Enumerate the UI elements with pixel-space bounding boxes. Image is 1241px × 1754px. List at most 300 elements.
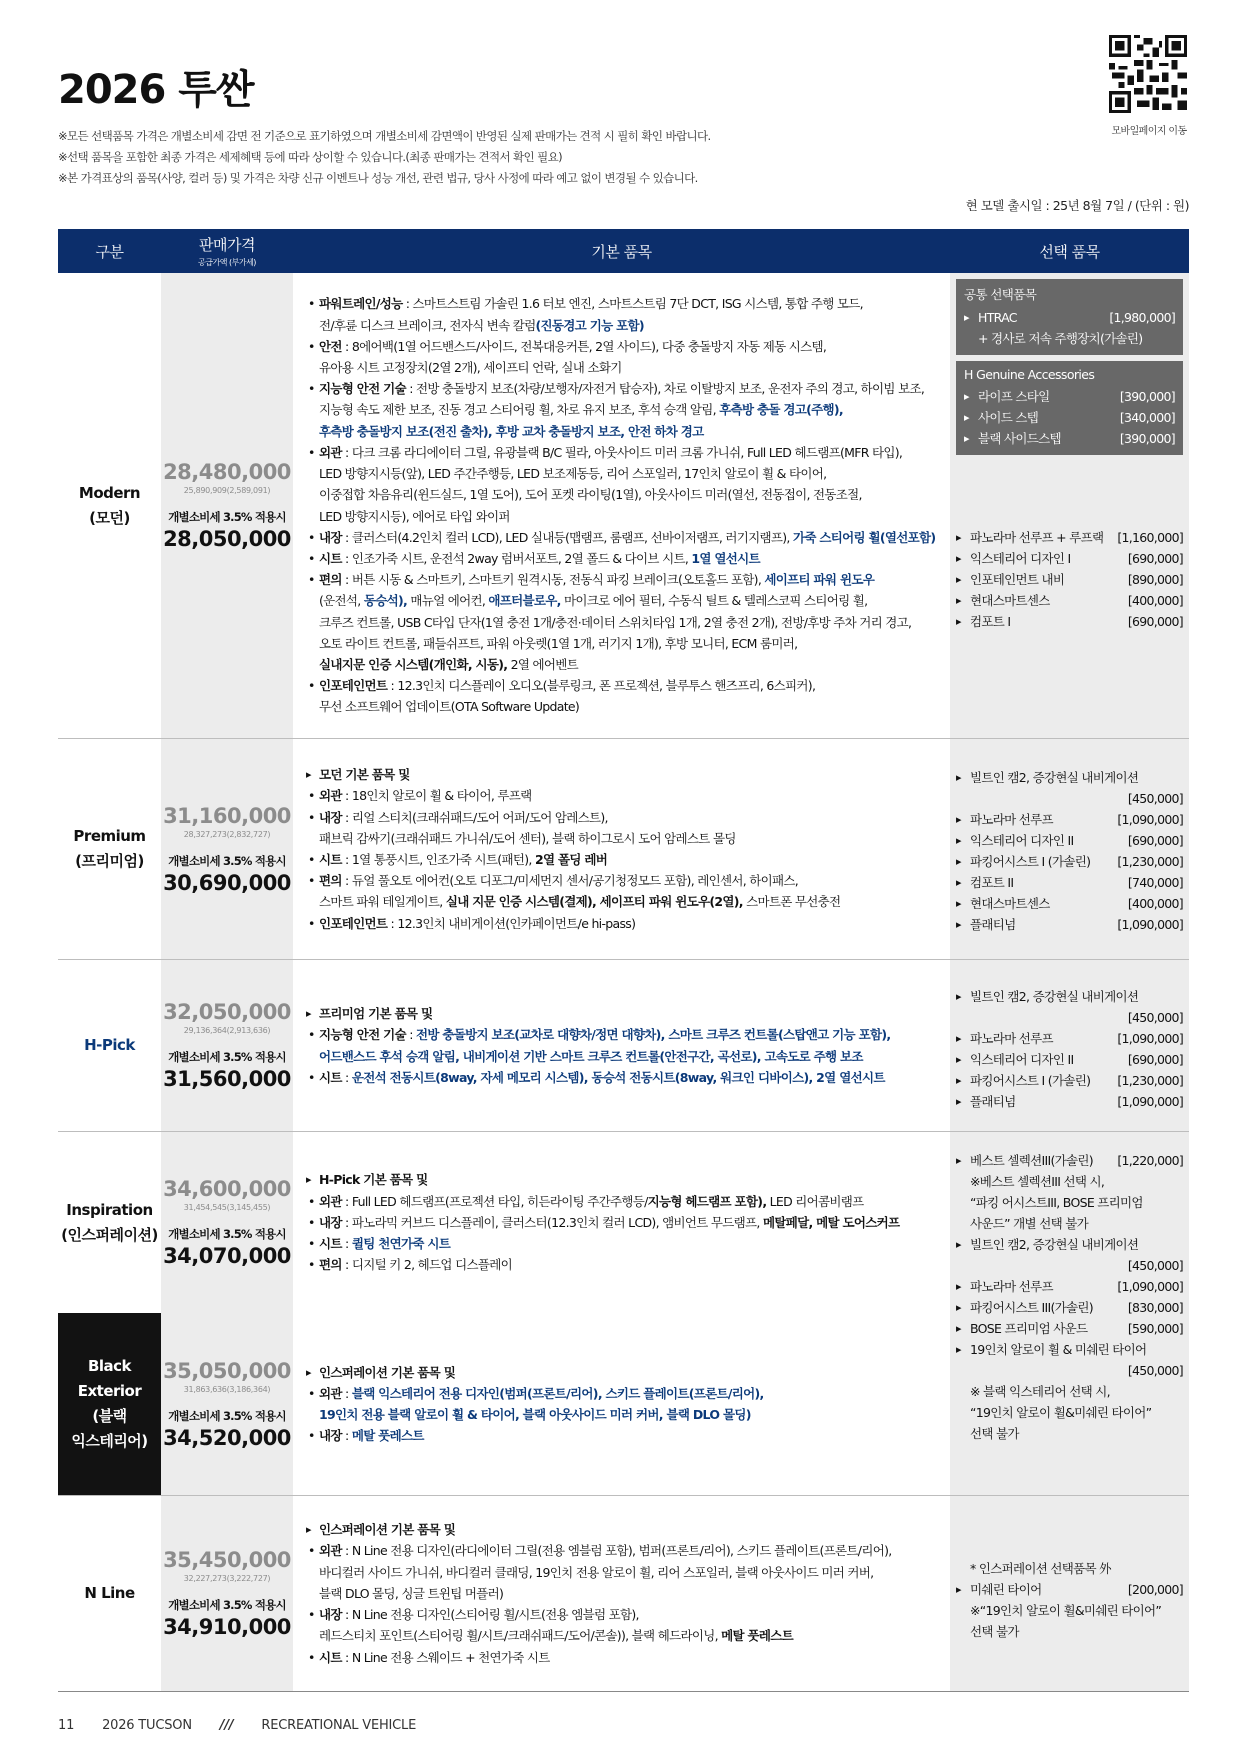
option-item bbox=[956, 548, 1183, 569]
item-highlight: 동승석), bbox=[363, 593, 408, 609]
item-text: : 1열 통풍시트, 인조가죽 시트(패턴), bbox=[341, 852, 535, 867]
footer-separator: /// bbox=[219, 1718, 234, 1733]
item-text: LED 리어콤비램프 bbox=[766, 1193, 864, 1209]
final-price: 34,070,000 bbox=[163, 1244, 291, 1268]
notice-item: ※선택 품목을 포함한 최종 가격은 세제혜택 등에 따라 상이할 수 있습니다.(최종 판매가는 견적서 확인 필요) bbox=[58, 150, 563, 164]
item-heading: 지능형 안전 기술 bbox=[319, 1027, 406, 1043]
basic-item bbox=[305, 1212, 938, 1233]
supply-price: 31,863,636(3,186,364) bbox=[183, 1384, 271, 1394]
footer-category: RECREATIONAL VEHICLE bbox=[261, 1718, 417, 1733]
option-item bbox=[956, 851, 1183, 872]
supply-price: 32,227,273(3,222,727) bbox=[183, 1574, 271, 1583]
option-name: ※“19인치 알로이 휠&미쉐린 타이어” bbox=[970, 1603, 1162, 1618]
basic-item bbox=[305, 696, 938, 717]
option-name: “파킹 어시스트III, BOSE 프리미엄 bbox=[970, 1195, 1143, 1210]
option-name: * 인스퍼레이션 선택품목 外 bbox=[970, 1561, 1111, 1576]
price-cell bbox=[161, 960, 293, 1131]
basic-item bbox=[305, 807, 938, 828]
option-item bbox=[956, 1007, 1183, 1028]
option-name: 사운드” 개별 선택 불가 bbox=[970, 1216, 1088, 1231]
option-item bbox=[964, 328, 1175, 349]
basic-item bbox=[305, 849, 938, 870]
basic-item bbox=[305, 1233, 938, 1254]
option-item bbox=[956, 986, 1183, 1007]
option-price: [1,090,000] bbox=[1117, 917, 1183, 932]
basic-item bbox=[305, 1604, 938, 1625]
item-bold: 인스퍼레이션 기본 품목 및 bbox=[319, 1364, 456, 1380]
basic-item bbox=[305, 1425, 938, 1446]
option-list bbox=[956, 986, 1183, 1112]
option-name: ▸ 익스테리어 디자인 I bbox=[970, 551, 1071, 566]
item-text: 무선 소프트웨어 업데이트(OTA Software Update) bbox=[319, 699, 580, 715]
basic-item-list bbox=[305, 1169, 938, 1275]
option-price: [1,090,000] bbox=[1117, 1279, 1183, 1294]
basic-items bbox=[293, 1132, 950, 1313]
option-name: ▸ 익스테리어 디자인 II bbox=[970, 1052, 1074, 1067]
common-options-title: 공통 선택품목 bbox=[964, 287, 1037, 302]
item-bold: 2열 폴딩 레버 bbox=[534, 852, 608, 867]
basic-item bbox=[305, 357, 938, 378]
option-price: [830,000] bbox=[1127, 1300, 1183, 1315]
basic-items bbox=[293, 960, 950, 1131]
item-text: 크루즈 컨트롤, USB C타입 단자(1열 충전 1개/충전·데이터 스위치타입 1개, 2열 충전 2개), 전방/후방 주차 거리 경고, bbox=[319, 614, 912, 630]
option-item bbox=[956, 830, 1183, 851]
item-bold: 실내 지문 인증 시스템(결제), 세이프티 파워 윈도우(2열), bbox=[445, 894, 743, 910]
basic-item-list bbox=[305, 293, 938, 717]
option-price: [690,000] bbox=[1127, 1052, 1183, 1067]
option-item bbox=[956, 872, 1183, 893]
item-text: LED 방향지시등(앞), LED 주간주행등, LED 보조제동등, 리어 스포일러, 17인치 알로이 휠 & 타이어, bbox=[319, 466, 827, 482]
supply-price: 29,136,364(2,913,636) bbox=[183, 1026, 271, 1035]
option-price: [1,090,000] bbox=[1117, 812, 1183, 827]
option-price: [1,220,000] bbox=[1117, 1153, 1183, 1168]
option-name: ▸ 파노라마 선루프 + 루프랙 bbox=[970, 530, 1104, 545]
header-price bbox=[161, 229, 293, 273]
option-name: ▸ 파노라마 선루프 bbox=[970, 1031, 1053, 1046]
item-highlight: 전방 충돌방지 보조(교차로 대향차/정면 대향차), 스마트 크루즈 컨트롤(스탑앤고 기능 포함), bbox=[416, 1027, 891, 1043]
item-heading: 외관 bbox=[319, 1193, 342, 1209]
price-cell bbox=[161, 1496, 293, 1691]
common-option-list bbox=[964, 307, 1175, 349]
item-heading: 내장 bbox=[319, 1607, 342, 1623]
item-text: 2열 에어벤트 bbox=[507, 656, 579, 672]
option-name: ▸ 빌트인 캠2, 증강현실 내비게이션 bbox=[970, 1237, 1139, 1252]
basic-items bbox=[293, 273, 950, 738]
trim-name: N Line bbox=[84, 1584, 135, 1602]
basic-item bbox=[305, 1003, 938, 1024]
item-heading: 시트 bbox=[319, 550, 342, 566]
option-name: ▸ 현대스마트센스 bbox=[970, 896, 1050, 911]
basic-item bbox=[305, 1647, 938, 1668]
option-item bbox=[956, 1028, 1183, 1049]
basic-item bbox=[305, 336, 938, 357]
option-item bbox=[964, 386, 1175, 407]
option-name: ▸ HTRAC bbox=[978, 310, 1017, 325]
basic-item-list bbox=[305, 1519, 938, 1667]
item-highlight: 후측방 충돌방지 보조(전진 출차), 후방 교차 충돌방지 보조, 안전 하차 경고 bbox=[319, 423, 704, 439]
option-name: ▸ 파킹어시스트 I (가솔린) bbox=[970, 854, 1091, 869]
item-bold: 메탈 풋레스트 bbox=[721, 1628, 794, 1644]
item-highlight: 어드밴스드 후석 승객 알림, 내비게이션 기반 스마트 크루즈 컨트롤(안전구간, 곡선로), 고속도로 주행 보조 bbox=[319, 1048, 863, 1064]
page-number: 11 bbox=[58, 1718, 75, 1733]
item-text: : 파노라믹 커브드 디스플레이, 클러스터(12.3인치 컬러 LCD), 앰비언트 무드램프, bbox=[341, 1214, 763, 1230]
basic-item-list bbox=[305, 1362, 938, 1447]
item-text: : 듀얼 풀오토 에어컨(오토 디포그/미세먼지 센서/공기청정모드 포함), 레인센서, 하이패스, bbox=[341, 873, 799, 889]
option-item bbox=[956, 1276, 1183, 1297]
item-heading: 외관 bbox=[319, 1385, 342, 1401]
basic-item bbox=[305, 1383, 938, 1404]
option-item bbox=[956, 767, 1183, 788]
basic-item bbox=[305, 293, 938, 314]
final-price: 30,690,000 bbox=[163, 870, 291, 895]
option-item bbox=[956, 1234, 1183, 1255]
item-heading: 안전 bbox=[319, 338, 342, 354]
option-name: 선택 불가 bbox=[970, 1624, 1019, 1639]
item-text: 마이크로 에어 필터, 수동식 틸트 & 텔레스코픽 스티어링 휠, bbox=[560, 593, 868, 609]
item-bold: 지능형 헤드램프 포함), bbox=[647, 1193, 767, 1209]
price-cell bbox=[161, 1313, 293, 1495]
item-highlight: 19인치 전용 블랙 알로이 휠 & 타이어, 블랙 아웃사이드 미러 커버, 블랙 DLO 몰딩) bbox=[319, 1407, 751, 1422]
option-price: [590,000] bbox=[1127, 1321, 1183, 1336]
item-highlight: 1열 열선시트 bbox=[691, 550, 760, 566]
basic-item bbox=[305, 1362, 938, 1383]
item-text: 레드스티치 포인트(스티어링 휠/시트/크래쉬패드/도어/콘솔)), 블랙 헤드라이닝, bbox=[319, 1628, 722, 1644]
option-item bbox=[956, 809, 1183, 830]
basic-item bbox=[305, 1625, 938, 1646]
option-price: [1,090,000] bbox=[1117, 1094, 1183, 1109]
option-name: ▸ 라이프 스타일 bbox=[978, 389, 1050, 404]
item-heading: 인포테인먼트 bbox=[319, 678, 388, 694]
item-heading: 외관 bbox=[319, 788, 342, 804]
item-highlight: 애프터블로우, bbox=[488, 593, 561, 609]
item-text: 유아용 시트 고정장치(2열 2개), 세이프티 언락, 실내 소화기 bbox=[319, 360, 622, 376]
item-heading: 시트 bbox=[319, 1236, 342, 1252]
item-highlight: (진동경고 기능 포함) bbox=[535, 317, 644, 333]
basic-item bbox=[305, 506, 938, 527]
basic-item bbox=[305, 548, 938, 569]
item-text: 이중접합 차음유리(윈드실드, 1열 도어), 도어 포켓 라이팅(1열), 아웃사이드 미러(열선, 전동접이, 전동조절, bbox=[319, 487, 862, 503]
basic-item bbox=[305, 1562, 938, 1583]
header-basic: 기본 품목 bbox=[591, 242, 652, 261]
tax-label: 개별소비세 3.5% 적용시 bbox=[168, 510, 286, 524]
item-text: : 다크 크롬 라디에이터 그릴, 유광블랙 B/C 필라, 아웃사이드 미러 크롬 가니쉬, Full LED 헤드램프(MFR 타입), bbox=[341, 444, 903, 460]
option-item bbox=[956, 1171, 1183, 1192]
basic-item bbox=[305, 1519, 938, 1540]
option-price: [690,000] bbox=[1127, 833, 1183, 848]
option-name: ▸ 파노라마 선루프 bbox=[970, 812, 1053, 827]
basic-items bbox=[293, 1313, 950, 1495]
basic-item bbox=[305, 675, 938, 696]
trim-row-black-exterior bbox=[58, 1313, 1189, 1496]
item-text: : N Line 전용 스웨이드 + 천연가죽 시트 bbox=[341, 1649, 550, 1665]
option-name: “19인치 알로이 휠&미쉐린 타이어” bbox=[970, 1405, 1152, 1420]
item-highlight: 후측방 충돌 경고(주행), bbox=[719, 402, 843, 418]
basic-items bbox=[293, 1496, 950, 1691]
option-price: [400,000] bbox=[1127, 593, 1183, 608]
option-list bbox=[956, 1558, 1183, 1642]
option-price: [450,000] bbox=[1127, 1010, 1183, 1025]
trim-name: Black Exterior (블랙 익스테리어) bbox=[58, 1313, 161, 1495]
option-item bbox=[964, 428, 1175, 449]
price-cell bbox=[161, 273, 293, 738]
basic-item bbox=[305, 1540, 938, 1561]
trim-name: Premium (프리미엄) bbox=[73, 827, 146, 870]
price-cell bbox=[161, 1132, 293, 1313]
item-highlight: 세이프티 파워 윈도우 bbox=[764, 572, 875, 588]
notice-list bbox=[58, 126, 711, 189]
option-item bbox=[956, 1150, 1183, 1171]
basic-item bbox=[305, 527, 938, 548]
item-heading: 파워트레인/성능 bbox=[319, 296, 403, 312]
final-price: 31,560,000 bbox=[163, 1067, 291, 1091]
option-name: ▸ 빌트인 캠2, 증강현실 내비게이션 bbox=[970, 770, 1139, 785]
option-name: ▸ 익스테리어 디자인 II bbox=[970, 833, 1074, 848]
qr-code-icon[interactable] bbox=[1109, 34, 1187, 114]
option-price: [450,000] bbox=[1127, 791, 1183, 806]
trim-row-premium bbox=[58, 739, 1189, 960]
item-bold: 인스퍼레이션 기본 품목 및 bbox=[319, 1522, 456, 1538]
option-item bbox=[956, 590, 1183, 611]
option-item bbox=[956, 1213, 1183, 1234]
trim-name: Inspiration (인스퍼레이션) bbox=[61, 1200, 158, 1244]
list-price: 35,450,000 bbox=[163, 1548, 291, 1572]
basic-item bbox=[305, 315, 938, 336]
option-item bbox=[964, 407, 1175, 428]
supply-price: 31,454,545(3,145,455) bbox=[183, 1203, 271, 1212]
item-text: : 인조가죽 시트, 운전석 2way 럼버서포트, 2열 폴드 & 다이브 시트, bbox=[341, 550, 692, 566]
header-category: 구분 bbox=[95, 242, 124, 261]
item-text: 지능형 속도 제한 보조, 진동 경고 스티어링 휠, 차로 유지 보조, 후석 승객 알림, bbox=[319, 402, 720, 418]
item-bold: 모던 기본 품목 및 bbox=[319, 767, 410, 783]
option-price: [1,160,000] bbox=[1117, 530, 1183, 545]
item-text: 전/후륜 디스크 브레이크, 전자식 변속 칼럼 bbox=[319, 317, 536, 333]
header-price-sub: 공급가액 (부가세) bbox=[198, 258, 256, 267]
common-options-box bbox=[956, 279, 1183, 355]
option-name: ▸ 미쉐린 타이어 bbox=[970, 1582, 1042, 1597]
release-info: 현 모델 출시일 : 25년 8월 7일 / (단위 : 원) bbox=[965, 198, 1189, 213]
trim-row-hpick bbox=[58, 960, 1189, 1132]
item-heading: 내장 bbox=[319, 529, 342, 545]
option-name: ▸ 컴포트 II bbox=[970, 875, 1014, 890]
option-price: [690,000] bbox=[1127, 614, 1183, 629]
tax-label: 개별소비세 3.5% 적용시 bbox=[168, 853, 286, 868]
option-list bbox=[956, 527, 1183, 632]
item-text: : bbox=[405, 1027, 416, 1043]
item-text: 블랙 DLO 몰딩, 싱글 트윈팁 머플러) bbox=[319, 1585, 504, 1601]
item-highlight: 메탈 풋레스트 bbox=[351, 1428, 424, 1444]
item-heading: 내장 bbox=[319, 1214, 342, 1230]
basic-item bbox=[305, 1254, 938, 1275]
option-price: [1,230,000] bbox=[1117, 854, 1183, 869]
item-text: 스마트 파워 테일게이트, bbox=[319, 894, 446, 910]
item-text: : bbox=[341, 1069, 352, 1085]
item-text: : bbox=[341, 1236, 352, 1252]
list-price: 31,160,000 bbox=[163, 803, 291, 828]
item-text: 패브릭 감싸기(크래쉬패드 가니쉬/도어 센터), 블랙 하이그로시 도어 암레스트 몰딩 bbox=[319, 830, 736, 846]
item-text: : bbox=[341, 1428, 352, 1444]
accessories-box bbox=[956, 361, 1183, 455]
basic-item bbox=[305, 828, 938, 849]
option-item bbox=[956, 1070, 1183, 1091]
header-price-label: 판매가격 bbox=[199, 236, 255, 254]
option-item bbox=[956, 527, 1183, 548]
option-name: ※베스트 셀렉션III 선택 시, bbox=[970, 1174, 1105, 1189]
option-price: [390,000] bbox=[1119, 431, 1175, 446]
item-text: (운전석, bbox=[319, 593, 364, 609]
basic-items bbox=[293, 739, 950, 959]
item-heading: 시트 bbox=[319, 1069, 342, 1085]
basic-item bbox=[305, 654, 938, 675]
option-price: [740,000] bbox=[1127, 875, 1183, 890]
option-price: [1,980,000] bbox=[1109, 310, 1175, 325]
option-name: ▸ 빌트인 캠2, 증강현실 내비게이션 bbox=[970, 989, 1139, 1004]
item-bold: 메탈페달, 메탈 도어스커프 bbox=[762, 1214, 900, 1230]
item-text: : 리얼 스티치(크래쉬패드/도어 어퍼/도어 암레스트), bbox=[341, 809, 608, 825]
item-heading: 인포테인먼트 bbox=[319, 915, 388, 931]
item-text: : 클러스터(4.2인치 컬러 LCD), LED 실내등(맵램프, 룸램프, 선바이저램프, 러기지램프), bbox=[341, 529, 793, 545]
item-text: : bbox=[341, 1385, 352, 1401]
item-heading: 편의 bbox=[319, 873, 342, 889]
option-name: ▸ 블랙 사이드스텝 bbox=[978, 431, 1061, 446]
item-heading: 내장 bbox=[319, 1428, 342, 1444]
basic-item bbox=[305, 590, 938, 611]
option-item bbox=[956, 1579, 1183, 1600]
item-heading: 내장 bbox=[319, 809, 342, 825]
basic-item bbox=[305, 421, 938, 442]
tax-label: 개별소비세 3.5% 적용시 bbox=[168, 1408, 286, 1423]
option-name: ▸ 사이드 스텝 bbox=[978, 410, 1039, 425]
option-item bbox=[956, 1558, 1183, 1579]
basic-item bbox=[305, 785, 938, 806]
item-text: 오토 라이트 컨트롤, 패들쉬프트, 파워 아웃렛(1열 1개, 러기지 1개), 후방 모니터, ECM 룸미러, bbox=[319, 635, 798, 651]
basic-item bbox=[305, 633, 938, 654]
option-name: ▸ 컴포트 I bbox=[970, 614, 1011, 629]
supply-price: 28,327,273(2,832,727) bbox=[183, 829, 271, 839]
option-name: ▸ 인포테인먼트 내비 bbox=[970, 572, 1065, 587]
tax-label: 개별소비세 3.5% 적용시 bbox=[168, 1227, 286, 1241]
item-text: : 전방 충돌방지 보조(차량/보행자/자전거 탑승자), 차로 이탈방지 보조, 운전자 주의 경고, 하이빔 보조, bbox=[405, 381, 925, 397]
option-price: [400,000] bbox=[1127, 896, 1183, 911]
basic-item-list bbox=[305, 764, 938, 934]
option-item bbox=[956, 893, 1183, 914]
basic-item bbox=[305, 764, 938, 785]
final-price: 34,910,000 bbox=[163, 1615, 291, 1639]
option-item bbox=[956, 1091, 1183, 1112]
item-heading: 외관 bbox=[319, 444, 342, 460]
basic-item bbox=[305, 1067, 938, 1088]
option-price: [450,000] bbox=[1127, 1258, 1183, 1273]
list-price: 28,480,000 bbox=[163, 460, 291, 484]
trim-name: Modern (모던) bbox=[78, 483, 141, 527]
final-price: 28,050,000 bbox=[163, 527, 291, 551]
item-text: : N Line 전용 디자인(스티어링 휠/시트(전용 엠블럼 포함), bbox=[341, 1607, 639, 1623]
final-price: 34,520,000 bbox=[163, 1425, 291, 1450]
option-cell bbox=[950, 739, 1189, 959]
option-cell bbox=[950, 1496, 1189, 1691]
option-item bbox=[964, 307, 1175, 328]
basic-item bbox=[305, 1169, 938, 1190]
basic-item bbox=[305, 612, 938, 633]
option-cell bbox=[950, 273, 1189, 738]
page-footer bbox=[58, 1718, 440, 1733]
option-name: ▸ 베스트 셀렉션III(가솔린) bbox=[970, 1153, 1093, 1168]
option-price: [690,000] bbox=[1127, 551, 1183, 566]
item-bold: H-Pick 기본 품목 및 bbox=[319, 1172, 428, 1188]
item-text: 스마트폰 무선충전 bbox=[742, 894, 841, 910]
item-text: 바디컬러 사이드 가니쉬, 바디컬러 클래딩, 19인치 전용 알로이 휠, 리어 스포일러, 블랙 아웃사이드 미러 커버, bbox=[319, 1564, 874, 1580]
option-price: [1,090,000] bbox=[1117, 1031, 1183, 1046]
footer-model: 2026 TUCSON bbox=[102, 1718, 192, 1733]
option-name: ▸ 플래티넘 bbox=[970, 917, 1016, 932]
option-name: ▸ 파킹어시스트 III(가솔린) bbox=[970, 1300, 1093, 1315]
price-cell bbox=[161, 739, 293, 959]
item-text: : 8에어백(1열 어드밴스드/사이드, 전복대응커튼, 2열 사이드), 다중 충돌방지 자동 제동 시스템, bbox=[341, 338, 827, 354]
option-name: ▸ 파노라마 선루프 bbox=[970, 1279, 1053, 1294]
basic-item bbox=[305, 484, 938, 505]
basic-item bbox=[305, 1046, 938, 1067]
trim-row-nline bbox=[58, 1496, 1189, 1692]
item-heading: 시트 bbox=[319, 852, 342, 867]
item-highlight: 가죽 스티어링 휠(열선포함) bbox=[792, 529, 936, 545]
item-text: LED 방향지시등), 에어로 타입 와이퍼 bbox=[319, 508, 510, 524]
basic-item bbox=[305, 378, 938, 399]
item-text: : 디지털 키 2, 헤드업 디스플레이 bbox=[341, 1257, 512, 1273]
option-list bbox=[956, 767, 1183, 935]
basic-item bbox=[305, 870, 938, 891]
item-heading: 외관 bbox=[319, 1543, 342, 1559]
option-item bbox=[956, 1049, 1183, 1070]
option-cell bbox=[950, 960, 1189, 1131]
item-text: : 18인치 알로이 휠 & 타이어, 루프랙 bbox=[341, 788, 532, 804]
basic-item-list bbox=[305, 1003, 938, 1088]
basic-item bbox=[305, 913, 938, 934]
item-text: : 버튼 시동 & 스마트키, 스마트키 원격시동, 전동식 파킹 브레이크(오토홀드 포함), bbox=[341, 572, 765, 588]
trim-row-modern bbox=[58, 273, 1189, 739]
accessories-title: H Genuine Accessories bbox=[964, 367, 1095, 382]
option-price: [390,000] bbox=[1119, 389, 1175, 404]
item-bold: 프리미엄 기본 품목 및 bbox=[319, 1006, 433, 1022]
option-item bbox=[956, 1621, 1183, 1642]
option-name: ▸ 플래티넘 bbox=[970, 1094, 1016, 1109]
item-highlight: 블랙 익스테리어 전용 디자인(범퍼(프론트/리어), 스키드 플레이트(프론트/리어), bbox=[351, 1385, 764, 1401]
basic-item bbox=[305, 1024, 938, 1045]
basic-item bbox=[305, 399, 938, 420]
option-name: ▸ 현대스마트센스 bbox=[970, 593, 1050, 608]
accessory-list bbox=[964, 386, 1175, 449]
item-highlight: 퀼팅 천연가죽 시트 bbox=[351, 1236, 451, 1252]
option-item bbox=[956, 1600, 1183, 1621]
item-text: : 스마트스트림 가솔린 1.6 터보 엔진, 스마트스트림 7단 DCT, ISG 시스템, 통합 주행 모드, bbox=[402, 296, 863, 312]
option-name: ▸ 19인치 알로이 휠 & 미쉐린 타이어 bbox=[970, 1342, 1147, 1357]
basic-item bbox=[305, 442, 938, 463]
item-text: : N Line 전용 디자인(라디에이터 그릴(전용 엠블럼 포함), 범퍼(프론트/리어), 스키드 플레이트(프론트/리어), bbox=[341, 1543, 892, 1559]
option-price: [1,230,000] bbox=[1117, 1073, 1183, 1088]
option-name: ▸ 파킹어시스트 I (가솔린) bbox=[970, 1073, 1091, 1088]
option-price: [200,000] bbox=[1127, 1582, 1183, 1597]
tax-label: 개별소비세 3.5% 적용시 bbox=[168, 1598, 286, 1612]
table-header bbox=[58, 229, 1189, 273]
option-price: [340,000] bbox=[1119, 410, 1175, 425]
supply-price: 25,890,909(2,589,091) bbox=[183, 486, 271, 495]
option-item bbox=[956, 788, 1183, 809]
basic-item bbox=[305, 1583, 938, 1604]
qr-caption[interactable]: 모바일페이지 이동 bbox=[1111, 126, 1187, 137]
header-options: 선택 품목 bbox=[1039, 242, 1100, 261]
trim-name: H-Pick bbox=[84, 1036, 135, 1054]
basic-item bbox=[305, 1404, 938, 1425]
item-text: 매뉴얼 에어컨, bbox=[407, 593, 489, 609]
page-title: 2026 투싼 bbox=[58, 67, 254, 113]
